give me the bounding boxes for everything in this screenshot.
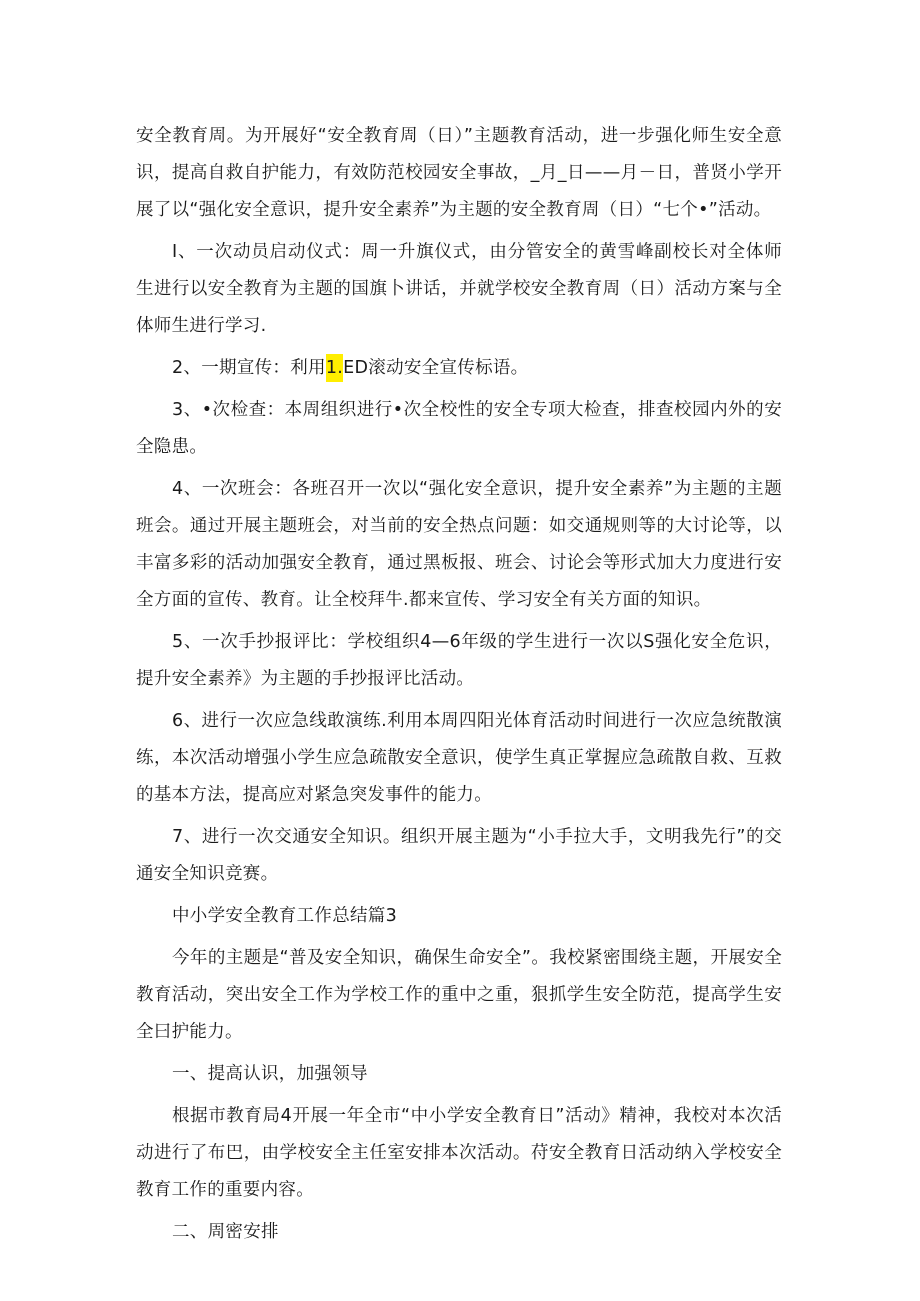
item-2-text-after: ED滚动安全宣传标语。: [343, 358, 529, 378]
subsection-1-paragraph: 根据市教育局4开展一年全市“中小学安全教育日”活动》精神，我校对本次活动进行了布巴，由学校安全主任室安排本次活动。苻安全教育日活动纳入学校安全教育工作的重要内容。: [136, 1106, 782, 1200]
highlighted-text: 1.: [326, 354, 343, 382]
document-body: [136, 118, 782, 1256]
subsection-2-title: 二、周密安排: [172, 1222, 279, 1242]
item-5-paragraph: 5、一次手抄报评比：学校组织4—6年级的学生进行一次以S强化安全危识，提升安全素养》为主题的手抄报评比活动。: [136, 632, 782, 689]
item-6-paragraph: 6、进行一次应急线敢演练.利用本周四阳光体育活动时间进行一次应急统散演练，本次活动增强小学生应急疏散安全意识，使学生真正掌握应急疏散自救、互救的基本方法，提高应对紧急突发事件的能力。: [136, 711, 782, 805]
item-2-paragraph: [136, 350, 782, 387]
item-7-paragraph: 7、进行一次交通安全知识。组织开展主题为“小手拉大手，文明我先行”的交通安全知识竞赛。: [136, 827, 782, 884]
item-3-paragraph: 3、•次检查：本周组织进行•次全校性的安全专项大检查，排查校园内外的安全隐患。: [136, 400, 782, 457]
intro-paragraph: 安全教育周。为开展好“安全教育周（日）”主题教育活动，进一步强化师生安全意识，提高自救自护能力，有效防范校园安全事故，_月_日——月－日，普贤小学开展了以“强化安全意识，提升安全素养”为主题的安全教育周（日）“七个•”活动。: [136, 126, 782, 220]
section-title: 中小学安全教育工作总结篇3: [172, 906, 398, 926]
item-1-paragraph: I、一次动员启动仪式：周一升旗仪式，由分管安全的黄雪峰副校长对全体师生进行以安全教育为主题的国旗卜讲话，并就学校安全教育周（日）活动方案与全体师生进行学习.: [136, 242, 782, 336]
item-4-paragraph: 4、一次班会：各班召开一次以“强化安全意识，提升安全素养”为主题的主题班会。通过开展主题班会，对当前的安全热点问题：如交通规则等的大讨论等，以丰富多彩的活动加强安全教育，通过黑板报、班会、讨论会等形式加大力度进行安全方面的宣传、教育。让全校拜牛.都来宣传、学习安全有关方面的知识。: [136, 479, 782, 610]
subsection-1-title: 一、提高认识，加强领导: [172, 1064, 368, 1084]
section-intro-paragraph: 今年的主题是“普及安全知识，确保生命安全”。我校紧密围绕主题，开展安全教育活动，突出安全工作为学校工作的重中之重，狠抓学生安全防范，提高学生安全曰护能力。: [136, 948, 782, 1042]
item-2-text-before: 2、一期宣传：利用: [172, 358, 326, 378]
